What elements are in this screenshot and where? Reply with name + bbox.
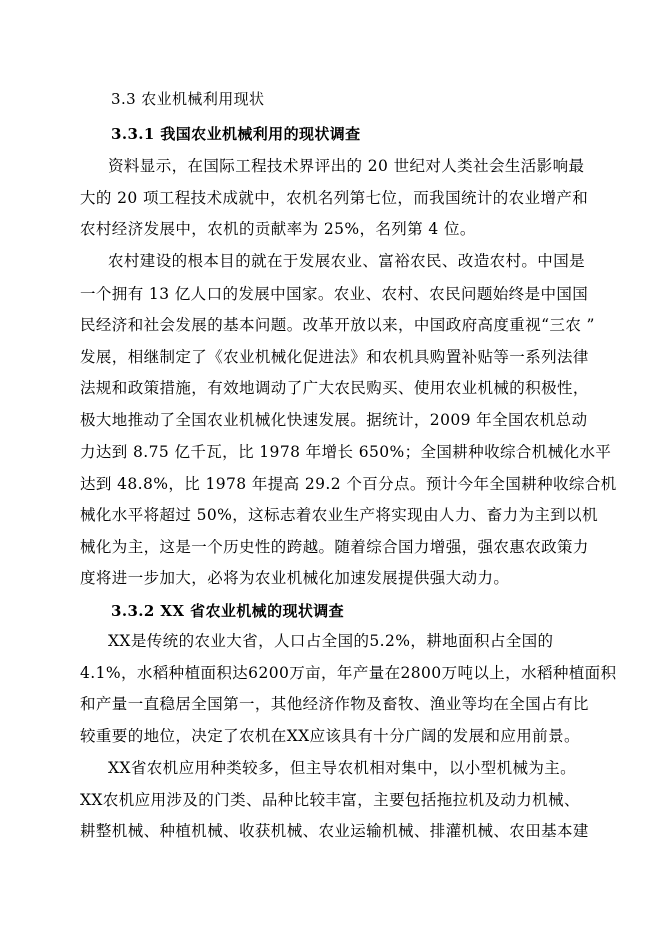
paragraph-line: 和产量一直稳居全国第一，其他经济作物及畜牧、渔业等均在全国占有比 (80, 695, 589, 713)
paragraph-line: 发展，相继制定了《农业机械化促进法》和农机具购置补贴等一系列法律 (80, 348, 589, 366)
paragraph-line: XX是传统的农业大省，人口占全国的5.2%，耕地面积占全国的 (108, 632, 554, 650)
paragraph-line: 极大地推动了全国农业机械化快速发展。据统计，2009 年全国农机总动 (80, 411, 588, 429)
paragraph-line: 一个拥有 13 亿人口的发展中国家。农业、农村、农民问题始终是中国国 (80, 285, 589, 303)
paragraph-line: 械化水平将超过 50%，这标志着农业生产将实现由人力、畜力为主到以机 (80, 506, 598, 524)
paragraph-line: XX省农机应用种类较多，但主导农机相对集中，以小型机械为主。 (108, 759, 577, 777)
paragraph-line: 度将进一步加大，必将为农业机械化加速发展提供强大动力。 (80, 569, 510, 587)
paragraph-line: 法规和政策措施，有效地调动了广大农民购买、使用农业机械的积极性， (80, 379, 589, 397)
paragraph-line: XX农机应用涉及的门类、品种比较丰富，主要包括拖拉机及动力机械、 (80, 791, 580, 809)
paragraph-line: 耕整机械、种植机械、收获机械、农业运输机械、排灌机械、农田基本建 (80, 822, 589, 840)
paragraph-line: 达到 48.8%，比 1978 年提高 29.2 个百分点。预计今年全国耕种收综合机 (80, 475, 617, 493)
paragraph-line: 械化为主，这是一个历史性的跨越。随着综合国力增强，强农惠农政策力 (80, 538, 589, 556)
subsection-2-title: 3.3.2 XX 省农业机械的现状调查 (111, 602, 345, 620)
paragraph-line: 力达到 8.75 亿千瓦，比 1978 年增长 650%；全国耕种收综合机械化水平 (80, 443, 612, 461)
paragraph-line: 4.1%，水稻种植面积达6200万亩，年产量在2800万吨以上，水稻种植面积 (80, 664, 617, 682)
paragraph-line: 资料显示，在国际工程技术界评出的 20 世纪对人类社会生活影响最 (108, 157, 585, 175)
paragraph-line: 农村经济发展中，农机的贡献率为 25%，名列第 4 位。 (80, 220, 476, 238)
section-heading: 3.3 农业机械利用现状 (111, 90, 265, 108)
paragraph-line: 较重要的地位，决定了农机在XX应该具有十分广阔的发展和应用前景。 (80, 727, 580, 745)
paragraph-line: 大的 20 项工程技术成就中，农机名列第七位，而我国统计的农业增产和 (80, 189, 589, 207)
paragraph-line: 民经济和社会发展的基本问题。改革开放以来，中国政府高度重视“三农 ” (80, 316, 595, 334)
paragraph-line: 农村建设的根本目的就在于发展农业、富裕农民、改造农村。中国是 (108, 252, 586, 270)
subsection-1-title: 3.3.1 我国农业机械利用的现状调查 (111, 125, 361, 143)
